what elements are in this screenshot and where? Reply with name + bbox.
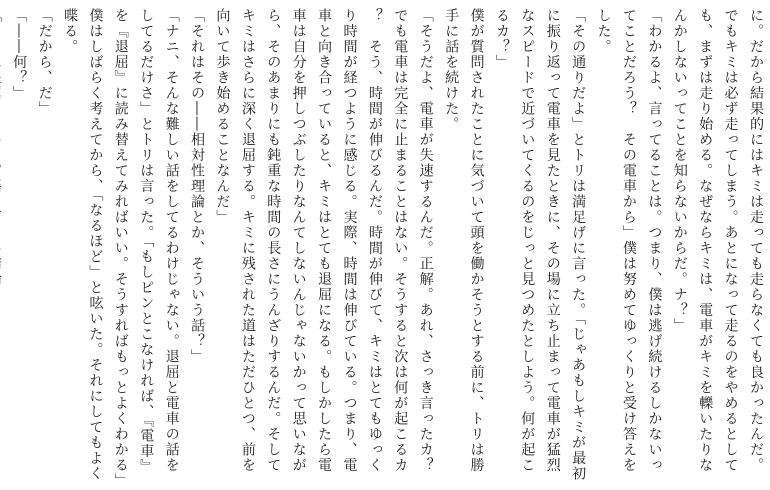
paragraph: 「わかるよ、言ってることは。つまり、僕は逃げ続けるしかないってことだろう？ その電車から」僕は努めてゆっくりと受け答えをした。 (595, 8, 663, 473)
paragraph: でもキミは必ず走ってしまう。あとになって走るのをやめるとしても、まずは走り始める。なぜならキミは、電車がキミを轢いたりなんかしないってことを知らないからだ。ナ？」 (671, 8, 739, 473)
paragraph: 「そうだよ、電車が失速するんだ。正解。あれ、さっき言ったカ？でも電車は完全に止まることはない。そうすると次は何が起こるカ？ そう、時間が伸びるんだ。時間が伸びて、キミはとてもゆっくり時間が経つように感じる。実際、時間は伸びている。つまり、電車と向き合っていると、キミはとても退屈になる。もしかしたら電車は自分を押しつぶしたりなんてしないんじゃないかって思いながら、そのあまりにも鈍重な時間の長さにうんざりするんだ。そしてキミはさらに深く退屈する。キミに残された道はただひとつ、前を向いて歩き始めることなんだ」 (214, 8, 434, 473)
paragraph: 僕が質問されたことに気づいて頭を働かそうとする前に、トリは勝手に話を続けた。 (443, 8, 485, 473)
vertical-text-body (0, 8, 768, 489)
paragraph: 「――何？」 (11, 8, 28, 101)
paragraph: に。だから結果的にはキミは走っても走らなくても良かったんだ。 (748, 8, 764, 473)
paragraph: 僕はしばらく考えてから、「なるほど」と呟いた。それにしてもよく喋る。 (62, 8, 104, 482)
paragraph: 「それはその――相対性理論とか、そういう話？」 (189, 8, 206, 365)
paragraph (0, 8, 6, 482)
paragraph: 「ナニ、そんな難しい話をしてるわけじゃない。退屈と電車の話をしてるだけさ」とトリは言った。「もしピンとこなければ、『電車』を『退屈』に読み替えてみればいい。そうすればもっとよくわかる」 (112, 8, 180, 489)
paragraph: 「だから、だ」 (36, 8, 53, 117)
paragraph: 「その通りだよ」とトリは満足げに言った。「じゃあもしキミが最初に振り返って電車を見たときに、その場に立ち止まって電車が猛烈なスピードで近づいてくるのをじっと見つめたとしよう。何が起こるカ？」 (493, 8, 587, 482)
